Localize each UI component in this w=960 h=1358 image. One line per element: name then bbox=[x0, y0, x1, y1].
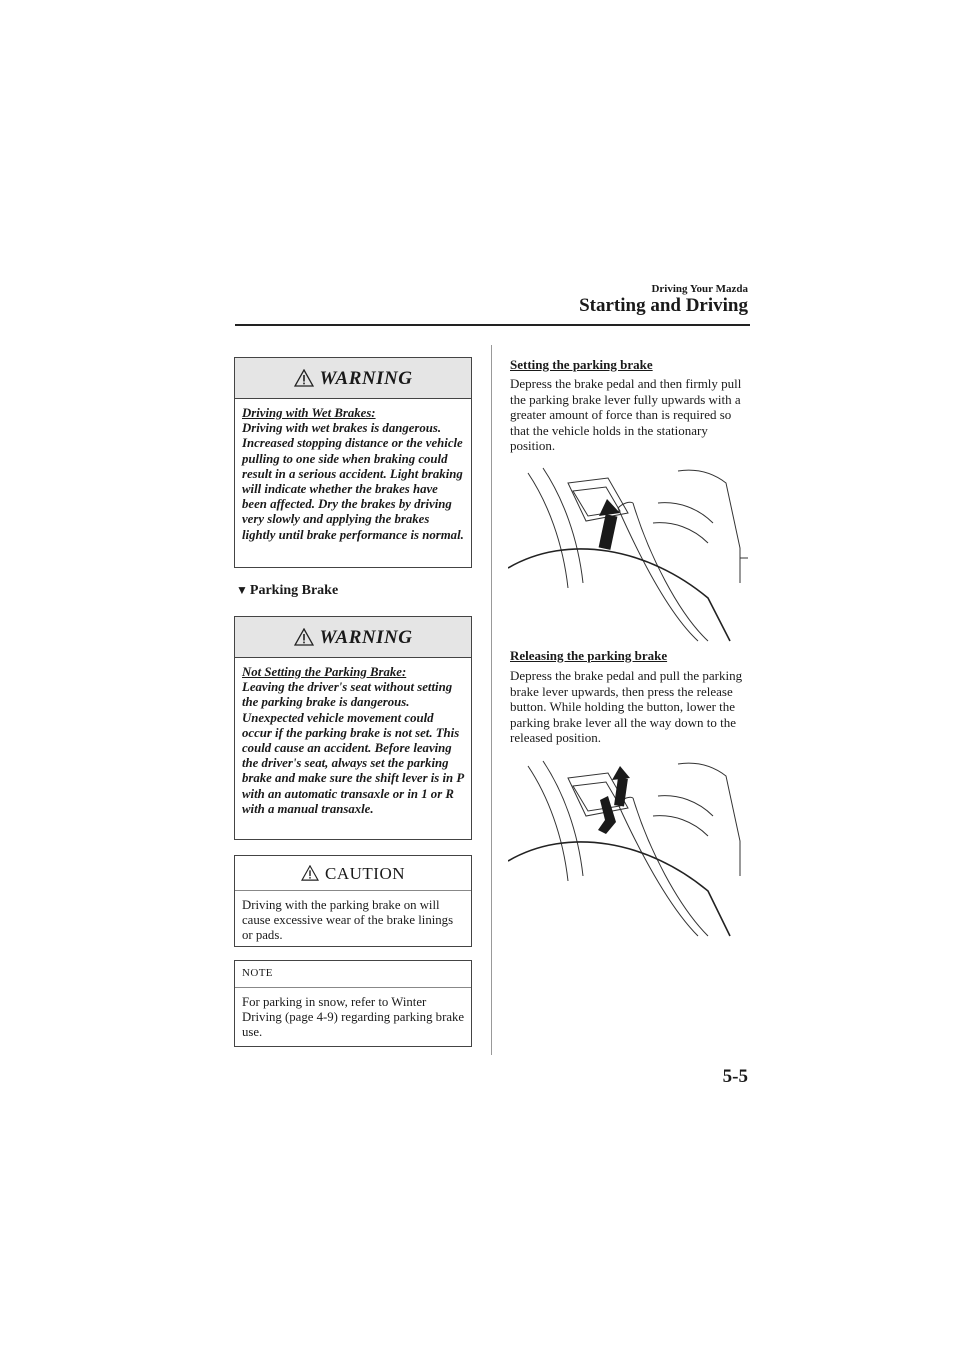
note-label: NOTE bbox=[235, 961, 471, 988]
page-number: 5-5 bbox=[722, 1066, 748, 1087]
releasing-heading: Releasing the parking brake bbox=[510, 648, 668, 663]
running-header-chapter: Driving Your Mazda bbox=[651, 283, 748, 295]
caution-box bbox=[234, 855, 472, 947]
warning-triangle-icon bbox=[294, 628, 314, 646]
caution-body: Driving with the parking brake on will cause excessive wear of the brake linings or pads. bbox=[242, 898, 454, 943]
warning-body bbox=[235, 658, 471, 824]
warning-text: Driving with wet brakes is dangerous. Increased stopping distance or the vehicle pulling to one side when braking could result in a serious accident. Light braking will indicate whether the brakes have been affected. Dry the brakes by driving very slowly and applying the brakes lightly until brake performance is normal. bbox=[242, 421, 464, 542]
section-title: Parking Brake bbox=[249, 583, 339, 598]
caution-header bbox=[235, 856, 471, 891]
warning-box-parking-brake bbox=[234, 616, 472, 840]
warning-label: WARNING bbox=[319, 627, 413, 648]
section-heading-parking-brake bbox=[236, 583, 338, 599]
warning-header bbox=[235, 617, 471, 658]
warning-heading: Driving with Wet Brakes: bbox=[242, 406, 376, 420]
warning-text: Leaving the driver's seat without setting the parking brake is dangerous. Unexpected vehicle movement could occur if the parking brake is not set. This could cause an accident. Before leaving the driver's seat, always set the parking brake and make sure the shift lever is in P with an automatic transaxle or in 1 or R with a manual transaxle. bbox=[242, 680, 464, 816]
caution-triangle-icon bbox=[301, 865, 319, 881]
warning-box-wet-brakes bbox=[234, 357, 472, 568]
note-body: For parking in snow, refer to Winter Driving (page 4-9) regarding parking brake use. bbox=[242, 995, 465, 1040]
warning-header bbox=[235, 358, 471, 399]
warning-label: WARNING bbox=[319, 368, 413, 389]
caution-label: CAUTION bbox=[325, 864, 405, 883]
running-header-section: Starting and Driving bbox=[579, 295, 748, 316]
warning-body bbox=[235, 399, 471, 550]
releasing-instructions: Depress the brake pedal and pull the parking brake lever upwards, then press the release button. While holding the button, lower the parking brake lever all the way down to the released position. bbox=[510, 668, 743, 745]
section-marker-icon: ▼ bbox=[236, 583, 248, 597]
warning-heading: Not Setting the Parking Brake: bbox=[242, 665, 407, 679]
column-divider bbox=[491, 345, 492, 1055]
setting-heading: Setting the parking brake bbox=[510, 357, 653, 372]
warning-triangle-icon bbox=[294, 369, 314, 387]
note-box bbox=[234, 960, 472, 1047]
parking-brake-release-illustration bbox=[508, 756, 750, 938]
parking-brake-setting-illustration bbox=[508, 463, 750, 643]
header-rule bbox=[235, 324, 750, 326]
setting-instructions: Depress the brake pedal and then firmly pull the parking brake lever fully upwards with a greater amount of force than is required so that the vehicle holds in the stationary position. bbox=[510, 376, 742, 453]
